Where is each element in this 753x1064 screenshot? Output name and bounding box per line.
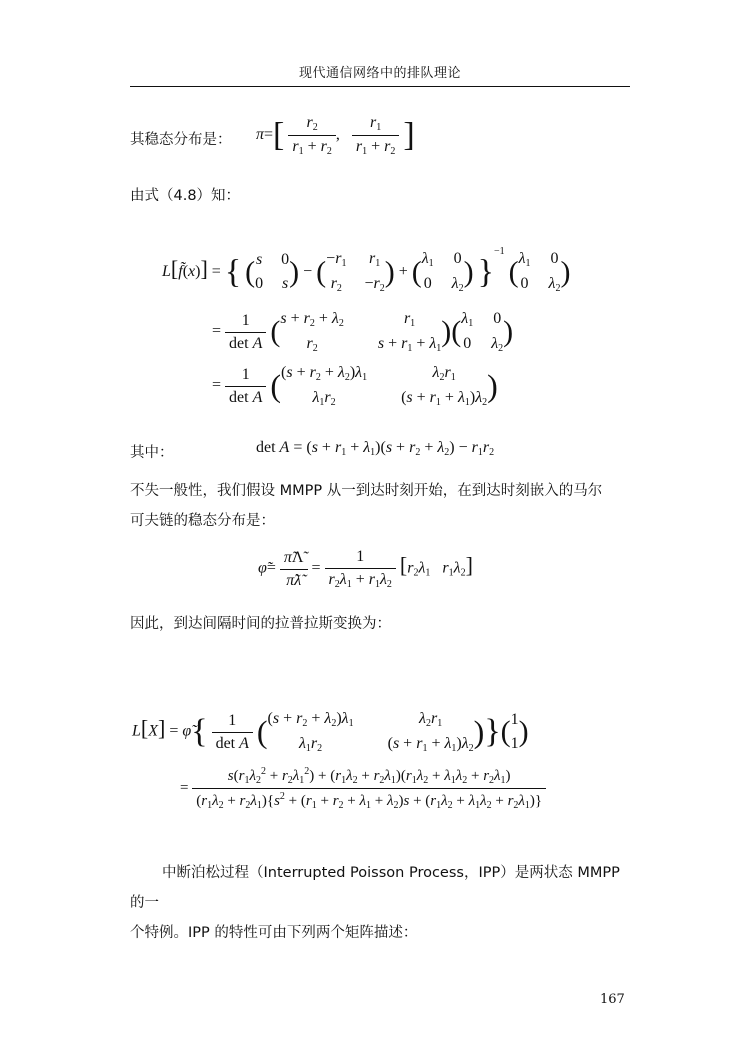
laplace-equation-line3: = $\frac{1}{\text{det A}}$ ( $(s + r_2 + \lambda_2)\lambda_1$ $\lambda_2r_1$ $\lambda_1r_2$ $(s + r_1 + \lambda_1)\lambda_2$ ) — [212, 364, 498, 408]
paragraph-ipp: 中断泊松过程（Interrupted Poisson Process，IPP）是两状态 MMPP 的一 个特例。IPP 的特性可由下列两个矩阵描述： — [130, 865, 620, 941]
phi-equation: φ̃= $\frac{\pĩ\Lambdã}{\pĩ\lambdã}$ = $\frac{1}{r_2\lambda_1 + r_1\lambda_2}$ [$r_2\lambda_1$ $r_1\lambda_2$] — [258, 548, 473, 590]
steady-state-label: 其稳态分布是： — [130, 132, 232, 148]
det-a-equation: $\det A = (s + r_1 + \lambda_1)(s + r_2 + \lambda_2) - r_1r_2$ — [256, 439, 495, 458]
lx-equation-line1: L[X] = φ̃{ $\frac{1}{\text{det A}}$ ( $(s + r_2 + \lambda_2)\lambda_1$ $\lambda_2r_1$ $\lambda_1r_2$ $(s + r_1 + \lambda_1)\lambda_2$ )}( 1 1 ) — [132, 710, 529, 754]
lx-equation-line2: = $s(r_1\lambda_2^2 + r_2\lambda_1^2) + (r_1\lambda_2 + r_2\lambda_1)(r_1\lambda_2 + \lambda_1\lambda_2 + r_2\lambda_1)$ $(r_1\lambda_2 + r_2\lambda_1)\{s^2 + (r_1 + r_2 + \lambda_1 + \lambda_2)s + (r_1\lambda_2 + \lambda_1\lambda_2 + r_2\lambda_1)\}$ — [180, 766, 546, 811]
steady-state-equation: π=[ $\frac{r_2}{r_1 + r_2}$ , $\frac{r_1}{r_1 + r_2}$ ] — [256, 114, 415, 157]
page-number: 167 — [600, 992, 625, 1007]
laplace-equation-line1: L[f̃(x)] = { ( s 0 0 s ) − ( $-r_1$ $r_1$ $r_2$ $-r_2$ ) + ( $\lambda_1$ 0 0 $\lambda_2$ ) }$^{-1}$ ( $\lambda_1$ 0 0 $\lambda_2$ ) — [162, 246, 571, 295]
running-header: 现代通信网络中的排队理论 — [298, 66, 461, 81]
where-label: 其中： — [130, 445, 174, 461]
from-equation-label: 由式（4.8）知： — [130, 188, 241, 204]
paragraph-mmpp: 不失一般性，我们假设 MMPP 从一到达时刻开始，在到达时刻嵌入的马尔 可夫链的稳态分布是： — [130, 483, 603, 529]
laplace-equation-line2: = $\frac{1}{\text{det A}}$ ( $s + r_2 + \lambda_2$ $r_1$ $r_2$ $s + r_1 + \lambda_1$ )( $\lambda_1$ 0 0 $\lambda_2$ ) — [212, 310, 514, 354]
header-rule — [130, 86, 630, 87]
laplace-label: 因此，到达间隔时间的拉普拉斯变换为： — [130, 616, 391, 632]
